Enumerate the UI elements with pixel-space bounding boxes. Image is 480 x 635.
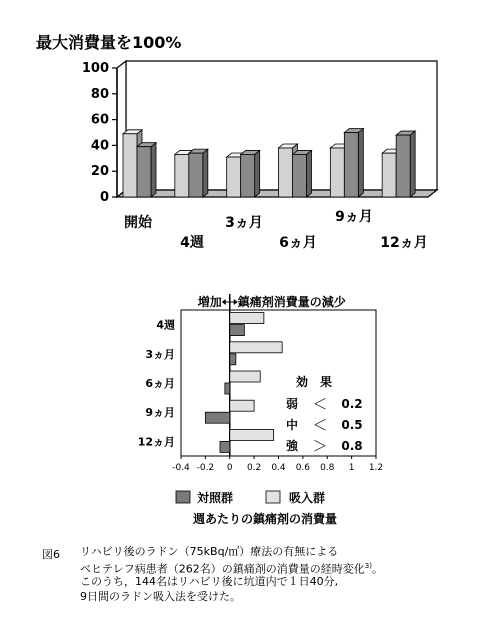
- chart1-bar-side: [203, 149, 208, 197]
- chart1-bar: [396, 135, 410, 197]
- chart1-bar: [227, 157, 241, 197]
- effect-value: 0.8: [341, 439, 363, 453]
- chart1-bar-side: [255, 150, 260, 197]
- chart2-category-label: 9ヵ月: [145, 406, 175, 420]
- chart2-x-tick-label: 1: [348, 463, 355, 473]
- chart1-bar: [123, 134, 137, 197]
- chart2-x-tick-label: 1.2: [368, 463, 384, 473]
- chart2-x-tick-label: -0.4: [172, 463, 190, 473]
- chart2-horizontal-bar-chart: [0, 280, 480, 540]
- chart2-bar-control: [205, 412, 229, 423]
- chart2-x-tick-label: 0.4: [271, 463, 286, 473]
- chart2-x-tick-label: -0.2: [196, 463, 215, 473]
- increase-label: 増加: [197, 295, 222, 309]
- caption-reference: 3): [364, 562, 372, 570]
- legend-label-control: 対照群: [197, 491, 234, 505]
- chart2-bar-inhaled: [230, 313, 264, 324]
- caption-line-2-text: ベヒテレフ病患者（262名）の鎮痛剤の消費量の経時変化: [80, 562, 365, 576]
- caption-line-1: リハビリ後のラドン（75kBq/㎥）療法の有無による: [80, 545, 339, 558]
- chart2-x-tick-label: 0: [226, 463, 233, 473]
- chart2-category-label: 3ヵ月: [145, 347, 175, 361]
- chart1-category-labels: [124, 209, 428, 251]
- chart1-category-label: 開始: [124, 215, 152, 231]
- caption-line-4: 9日間のラドン吸入法を受けた。: [80, 590, 241, 603]
- chart1-category-label: 12ヵ月: [380, 235, 428, 251]
- chart2-x-tick-label: 0.6: [295, 463, 311, 473]
- chart2-bar-control: [225, 383, 230, 394]
- chart2-bar-inhaled: [230, 400, 254, 411]
- chart2-x-axis-title: 週あたりの鎮痛剤の消費量: [192, 512, 338, 526]
- decrease-label: 鎮痛剤消費量の減少: [237, 295, 346, 309]
- effect-symbol: ＞: [312, 437, 328, 455]
- chart1-title: 最大消費量を100%: [36, 33, 182, 52]
- chart1-y-tick-label: 100: [81, 61, 109, 76]
- chart2-legend: [176, 490, 325, 505]
- chart2-bar-inhaled: [230, 342, 282, 353]
- chart2-plot-frame: [181, 310, 376, 456]
- chart1-category-label: 9ヵ月: [335, 209, 373, 225]
- chart1-bar: [344, 133, 358, 198]
- effect-label: 中: [285, 418, 299, 432]
- chart1-bar: [382, 153, 396, 197]
- chart2-category-label: 4週: [156, 318, 175, 332]
- chart2-category-labels: [138, 318, 175, 449]
- chart2-bar-control: [230, 354, 236, 365]
- chart1-bar-side: [410, 131, 415, 197]
- legend-swatch-control: [176, 491, 190, 503]
- chart1-y-tick-label: 80: [90, 86, 109, 102]
- left-arrow-icon: [222, 299, 226, 305]
- chart1-3d-bar-chart: [0, 0, 480, 260]
- chart1-y-tick-label: 20: [90, 164, 109, 180]
- effect-symbol: ＜: [312, 395, 328, 413]
- chart1-bar: [241, 154, 255, 197]
- figure-caption: [80, 544, 383, 604]
- caption-line-2: [80, 559, 383, 574]
- effect-value: 0.5: [341, 418, 363, 432]
- effect-label: 強: [285, 439, 299, 453]
- caption-line-2-end: 。: [371, 562, 383, 576]
- caption-line-3: このうち，144名はリハビリ後に坑道内で１日40分,: [80, 575, 339, 588]
- chart1-y-tick-label: 60: [90, 112, 109, 128]
- chart1-category-label: 6ヵ月: [279, 235, 317, 251]
- chart1-bar-side: [151, 143, 156, 197]
- chart1-bar: [137, 147, 151, 197]
- effect-symbol: ＜: [312, 416, 328, 434]
- legend-label-inhaled: 吸入群: [289, 491, 326, 505]
- effect-table-title: 効 果: [295, 375, 333, 389]
- chart2-x-tick-label: 0.2: [246, 463, 262, 473]
- chart1-bar: [293, 154, 307, 197]
- chart1-bar: [175, 154, 189, 197]
- legend-swatch-inhaled: [266, 491, 280, 503]
- chart1-bar: [279, 148, 293, 197]
- chart1-category-label: 3ヵ月: [225, 215, 263, 231]
- chart2-bar-inhaled: [230, 371, 260, 382]
- chart2-top-labels: [198, 294, 346, 309]
- chart2-x-tick-label: 0.8: [320, 463, 335, 473]
- chart2-bar-control: [230, 325, 245, 336]
- chart2-category-label: 12ヵ月: [137, 435, 175, 449]
- chart1-bar-side: [307, 150, 312, 197]
- chart1-bar: [189, 153, 203, 197]
- chart1-category-label: 4週: [180, 235, 204, 251]
- chart1-bar-side: [358, 129, 363, 198]
- chart1-y-tick-label: 0: [99, 190, 109, 205]
- effect-value: 0.2: [341, 397, 363, 411]
- chart2-category-label: 6ヵ月: [145, 377, 175, 390]
- figure-label: 図6: [42, 548, 60, 561]
- chart1-y-axis: [82, 61, 117, 205]
- effect-label: 弱: [285, 397, 299, 411]
- chart1-y-tick-label: 40: [90, 138, 109, 154]
- chart1-bar: [330, 148, 344, 197]
- chart2-bar-inhaled: [230, 429, 274, 440]
- chart2-bar-control: [220, 441, 230, 452]
